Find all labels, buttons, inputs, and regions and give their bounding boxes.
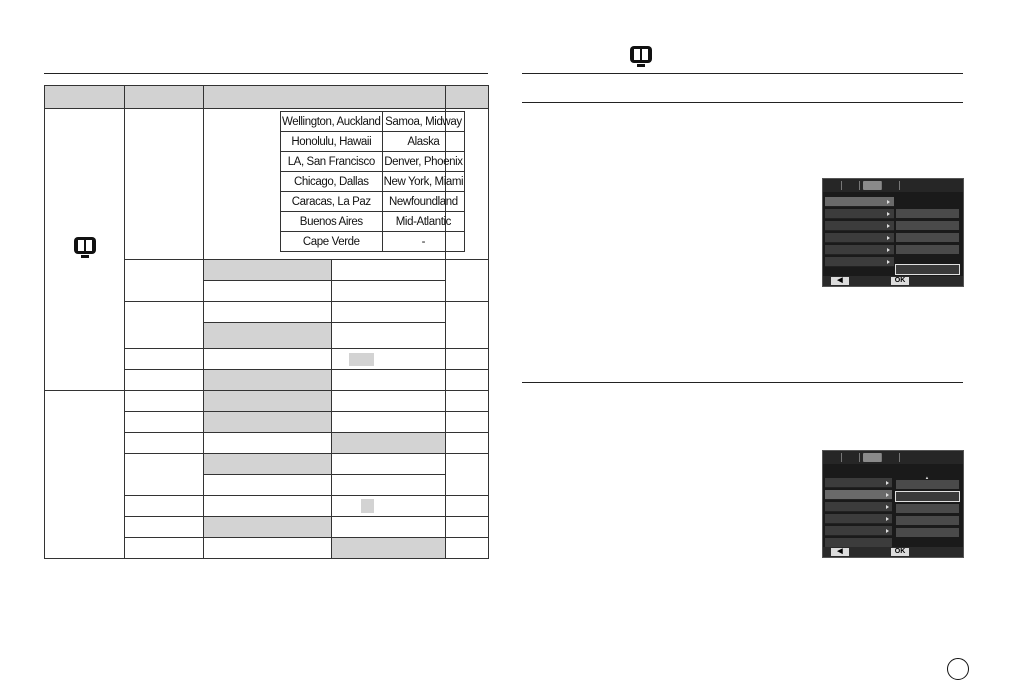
- shaded-cell: [204, 260, 332, 281]
- menu-option-selected[interactable]: [895, 264, 960, 275]
- display-icon[interactable]: [863, 181, 882, 190]
- menu-item[interactable]: [825, 197, 894, 207]
- submenu-arrow-icon: [887, 248, 890, 252]
- submenu-arrow-icon: [886, 481, 889, 485]
- city-row: [281, 172, 465, 192]
- menu-option[interactable]: [895, 220, 960, 231]
- city-cell: Denver, Phoenix: [382, 152, 465, 172]
- menu-option[interactable]: [895, 232, 960, 243]
- city-cell: LA, San Francisco: [281, 152, 383, 172]
- table-cell: [204, 433, 332, 454]
- world-time-cell: [204, 109, 464, 260]
- table-cell: [332, 391, 446, 412]
- shaded-swatch: [361, 499, 374, 513]
- table-cell: [125, 454, 204, 496]
- city-row: [281, 232, 465, 252]
- table-cell: [204, 538, 332, 559]
- table-cell: [332, 302, 446, 323]
- table-cell: [125, 260, 204, 302]
- table-cell: [332, 281, 446, 302]
- table-row: [45, 391, 489, 412]
- submenu-arrow-icon: [887, 200, 890, 204]
- section-rule: [522, 382, 963, 383]
- submenu-arrow-icon: [887, 212, 890, 216]
- menu-item[interactable]: [825, 221, 894, 231]
- back-button[interactable]: ◀: [831, 277, 849, 285]
- city-row: [281, 192, 465, 212]
- table-cell: [125, 349, 204, 370]
- city-cell: Samoa, Midway: [382, 112, 465, 132]
- menu-option[interactable]: [895, 479, 960, 490]
- settings-icon[interactable]: [885, 453, 900, 462]
- menu-tab-bar: [823, 451, 963, 464]
- shaded-cell: [204, 323, 332, 349]
- shaded-cell: [332, 433, 446, 454]
- menu-item[interactable]: [825, 490, 892, 500]
- right-top-rule: [522, 73, 963, 74]
- submenu-arrow-icon: [887, 236, 890, 240]
- menu-option-selected[interactable]: [895, 491, 960, 502]
- settings-table: [44, 85, 489, 559]
- table-cell: [446, 496, 489, 517]
- table-cell: [204, 475, 332, 496]
- table-cell: [446, 412, 489, 433]
- table-cell: [332, 412, 446, 433]
- table-cell: [446, 391, 489, 412]
- city-row: [281, 212, 465, 232]
- camera-icon[interactable]: [827, 453, 842, 462]
- sound-icon[interactable]: [845, 453, 860, 462]
- menu-item[interactable]: [825, 257, 894, 267]
- submenu-arrow-icon: [886, 517, 889, 521]
- table-cell: [446, 517, 489, 538]
- display-icon[interactable]: [863, 453, 882, 462]
- header-cell: [45, 86, 125, 109]
- table-cell: [446, 538, 489, 559]
- table-cell: [204, 349, 332, 370]
- sound-icon[interactable]: [845, 181, 860, 190]
- back-button[interactable]: ◀: [831, 548, 849, 556]
- header-cell: [125, 86, 204, 109]
- table-cell: [125, 109, 204, 260]
- menu-tab-bar: [823, 179, 963, 192]
- tv-monitor-icon: [628, 44, 654, 75]
- camera-menu-screen-2: [822, 450, 964, 558]
- page-number-badge: [947, 658, 969, 680]
- table-cell: [446, 302, 489, 349]
- submenu-arrow-icon: [886, 493, 889, 497]
- submenu-arrow-icon: [886, 505, 889, 509]
- ok-button[interactable]: OK: [891, 548, 909, 556]
- section-rule: [522, 102, 963, 103]
- table-cell: [125, 302, 204, 349]
- city-cell: Caracas, La Paz: [281, 192, 383, 212]
- display-section-cell: [45, 109, 125, 391]
- table-row: [45, 109, 489, 260]
- table-cell: [125, 391, 204, 412]
- submenu-arrow-icon: [886, 529, 889, 533]
- table-cell: [125, 433, 204, 454]
- menu-item[interactable]: [825, 233, 894, 243]
- settings-icon[interactable]: [885, 181, 900, 190]
- city-cell: Newfoundland: [382, 192, 465, 212]
- shaded-cell: [204, 391, 332, 412]
- city-cell: Mid-Atlantic: [382, 212, 465, 232]
- menu-item[interactable]: [825, 245, 894, 255]
- menu-item[interactable]: [825, 502, 892, 512]
- table-cell: [332, 349, 446, 370]
- table-cell: [446, 370, 489, 391]
- table-cell: [332, 517, 446, 538]
- menu-item[interactable]: [825, 514, 892, 524]
- menu-option[interactable]: [895, 515, 960, 526]
- table-cell: [125, 538, 204, 559]
- table-cell: [332, 323, 446, 349]
- table-cell: [446, 260, 489, 302]
- shaded-cell: [204, 412, 332, 433]
- shaded-swatch: [349, 353, 374, 366]
- camera-menu-screen-1: [822, 178, 964, 287]
- shaded-cell: [204, 517, 332, 538]
- city-cell: Honolulu, Hawaii: [281, 132, 383, 152]
- ok-button[interactable]: OK: [891, 277, 909, 285]
- menu-item[interactable]: [825, 526, 892, 536]
- header-cell: [204, 86, 446, 109]
- table-cell: [204, 302, 332, 323]
- table-cell: [204, 281, 332, 302]
- shaded-cell: [332, 538, 446, 559]
- table-header-row: [45, 86, 489, 109]
- table-cell: [446, 349, 489, 370]
- table-cell: [446, 454, 489, 496]
- city-cell: Cape Verde: [281, 232, 383, 252]
- city-cell: Wellington, Auckland: [281, 112, 383, 132]
- city-cell: Alaska: [382, 132, 465, 152]
- shaded-cell: [204, 370, 332, 391]
- table-cell: [332, 475, 446, 496]
- world-time-table: [280, 111, 465, 252]
- menu-option[interactable]: [895, 244, 960, 255]
- menu-button-bar: [823, 547, 963, 557]
- table-cell: [332, 370, 446, 391]
- submenu-arrow-icon: [887, 224, 890, 228]
- left-top-rule: [44, 73, 488, 74]
- table-cell: [204, 496, 332, 517]
- menu-button-bar: [823, 276, 963, 286]
- table-cell: [446, 433, 489, 454]
- camera-icon[interactable]: [827, 181, 842, 190]
- table-cell: [332, 496, 446, 517]
- shaded-cell: [204, 454, 332, 475]
- table-cell: [332, 260, 446, 281]
- city-cell: New York, Miami: [382, 172, 465, 192]
- menu-option[interactable]: [895, 503, 960, 514]
- city-cell: Buenos Aires: [281, 212, 383, 232]
- table-cell: [125, 370, 204, 391]
- table-cell: [125, 517, 204, 538]
- menu-item[interactable]: [825, 209, 894, 219]
- submenu-arrow-icon: [887, 260, 890, 264]
- section-cell: [45, 391, 125, 559]
- city-cell: Chicago, Dallas: [281, 172, 383, 192]
- city-row: [281, 152, 465, 172]
- menu-option[interactable]: [895, 208, 960, 219]
- tv-monitor-icon: [72, 235, 98, 261]
- menu-option[interactable]: [895, 527, 960, 538]
- table-cell: [125, 496, 204, 517]
- table-cell: [332, 454, 446, 475]
- city-cell: -: [382, 232, 465, 252]
- city-row: [281, 132, 465, 152]
- city-row: [281, 112, 465, 132]
- menu-item[interactable]: [825, 478, 892, 488]
- header-cell: [446, 86, 489, 109]
- table-cell: [125, 412, 204, 433]
